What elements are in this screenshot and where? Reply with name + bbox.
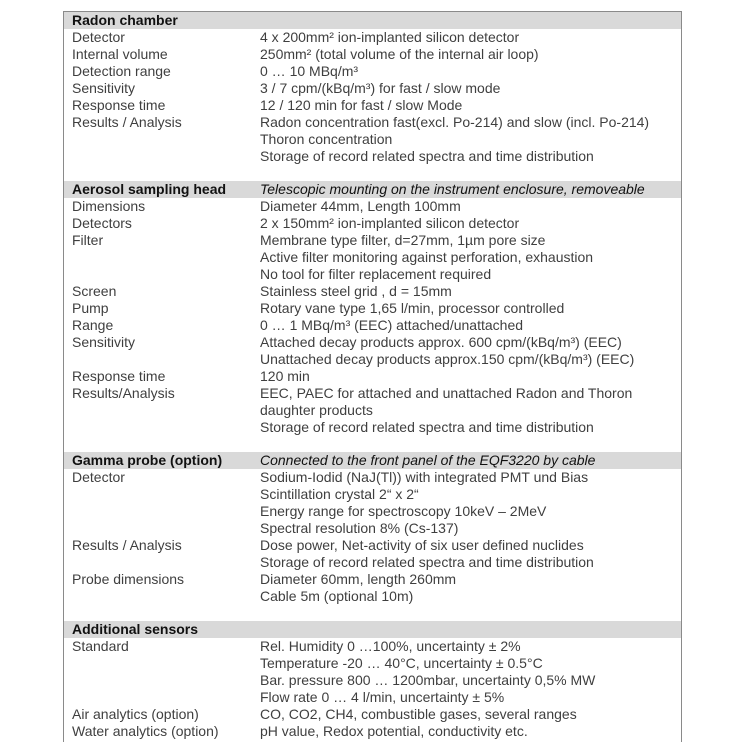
spec-values	[260, 638, 681, 706]
section-note: Connected to the front panel of the EQF3220 by cable	[260, 452, 596, 468]
spec-row	[64, 334, 681, 368]
spec-sections	[64, 12, 681, 740]
spec-value-line: Thoron concentration	[260, 131, 393, 147]
spec-value-line: 120 min	[260, 368, 310, 384]
spec-value-line: Radon concentration fast(excl. Po-214) and slow (incl. Po-214)	[260, 114, 650, 130]
spec-label: Filter	[72, 232, 104, 248]
spec-value-line: Storage of record related spectra and time distribution	[260, 419, 594, 435]
spec-row	[64, 537, 681, 571]
section-header	[64, 621, 681, 638]
spec-label: Results / Analysis	[72, 114, 182, 130]
spec-value-line: 4 x 200mm² ion-implanted silicon detector	[260, 29, 520, 45]
spec-row	[64, 232, 681, 283]
spec-value-line: Storage of record related spectra and time distribution	[260, 148, 594, 164]
spec-values	[260, 571, 681, 605]
spec-values	[260, 385, 681, 436]
spec-label: Screen	[72, 283, 117, 299]
spec-values	[260, 232, 681, 283]
spec-value-line: Temperature -20 … 40°C, uncertainty ± 0.5°C	[260, 655, 543, 671]
spec-row	[64, 638, 681, 706]
spec-values	[260, 80, 681, 97]
spec-values	[260, 317, 681, 334]
spec-row	[64, 368, 681, 385]
spec-label: Results/Analysis	[72, 385, 175, 401]
spec-values	[260, 198, 681, 215]
section-header	[64, 12, 681, 29]
spec-values	[260, 97, 681, 114]
spec-label: Dimensions	[72, 198, 146, 214]
spec-label: Range	[72, 317, 114, 333]
spec-section	[64, 452, 681, 621]
spec-label: Probe dimensions	[72, 571, 185, 587]
spec-values	[260, 46, 681, 63]
spec-label: Sensitivity	[72, 334, 136, 350]
spec-value-line: 2 x 150mm² ion-implanted silicon detector	[260, 215, 520, 231]
spec-row	[64, 723, 681, 740]
spec-section	[64, 181, 681, 452]
spec-value-line: 0 … 1 MBq/m³ (EEC) attached/unattached	[260, 317, 524, 333]
spec-value-line: Diameter 60mm, length 260mm	[260, 571, 457, 587]
spec-values	[260, 29, 681, 46]
spec-values	[260, 114, 681, 165]
spec-label: Detection range	[72, 63, 171, 79]
spec-label: Detectors	[72, 215, 132, 231]
section-title: Radon chamber	[72, 12, 178, 28]
spec-label: Pump	[72, 300, 109, 316]
section-title: Additional sensors	[72, 621, 199, 637]
spec-values	[260, 537, 681, 571]
spec-value-line: Attached decay products approx. 600 cpm/(kBq/m³) (EEC)	[260, 334, 622, 350]
spec-value-line: Rel. Humidity 0 …100%, uncertainty ± 2%	[260, 638, 521, 654]
spec-table	[63, 11, 682, 742]
spec-values	[260, 334, 681, 368]
section-spacer	[64, 605, 681, 621]
spec-label: Response time	[72, 368, 166, 384]
spec-values	[260, 283, 681, 300]
spec-label: Internal volume	[72, 46, 168, 62]
spec-value-line: Rotary vane type 1,65 l/min, processor controlled	[260, 300, 565, 316]
section-title: Gamma probe (option)	[72, 452, 223, 468]
section-header	[64, 181, 681, 198]
spec-values	[260, 63, 681, 80]
spec-value-line: 12 / 120 min for fast / slow Mode	[260, 97, 463, 113]
spec-row	[64, 198, 681, 215]
spec-row	[64, 215, 681, 232]
spec-row	[64, 385, 681, 436]
spec-values	[260, 300, 681, 317]
spec-row	[64, 97, 681, 114]
spec-value-line: Flow rate 0 … 4 l/min, uncertainty ± 5%	[260, 689, 505, 705]
spec-value-line: Membrane type filter, d=27mm, 1µm pore size	[260, 232, 546, 248]
spec-value-line: Dose power, Net-activity of six user defined nuclides	[260, 537, 584, 553]
spec-row	[64, 46, 681, 63]
spec-label: Standard	[72, 638, 129, 654]
section-spacer	[64, 165, 681, 181]
spec-row	[64, 80, 681, 97]
spec-row	[64, 571, 681, 605]
spec-values	[260, 469, 681, 537]
spec-value-line: 0 … 10 MBq/m³	[260, 63, 359, 79]
section-header	[64, 452, 681, 469]
spec-value-line: pH value, Redox potential, conductivity etc.	[260, 723, 528, 739]
spec-value-line: No tool for filter replacement required	[260, 266, 492, 282]
spec-label: Results / Analysis	[72, 537, 182, 553]
spec-row	[64, 63, 681, 80]
spec-row	[64, 706, 681, 723]
spec-label: Water analytics (option)	[72, 723, 219, 739]
spec-section	[64, 12, 681, 181]
spec-label: Sensitivity	[72, 80, 136, 96]
spec-value-line: Unattached decay products approx.150 cpm/(kBq/m³) (EEC)	[260, 351, 635, 367]
spec-value-line: Scintillation crystal 2“ x 2“	[260, 486, 419, 502]
spec-value-line: EEC, PAEC for attached and unattached Radon and Thoron	[260, 385, 633, 401]
section-spacer	[64, 436, 681, 452]
spec-value-line: daughter products	[260, 402, 373, 418]
spec-value-line: Active filter monitoring against perforation, exhaustion	[260, 249, 594, 265]
spec-label: Detector	[72, 29, 125, 45]
spec-row	[64, 300, 681, 317]
spec-values	[260, 368, 681, 385]
spec-values	[260, 723, 681, 740]
spec-row	[64, 469, 681, 537]
spec-row	[64, 317, 681, 334]
spec-label: Response time	[72, 97, 166, 113]
spec-value-line: Sodium-Iodid (NaJ(Tl)) with integrated PMT und Bias	[260, 469, 589, 485]
spec-label: Air analytics (option)	[72, 706, 199, 722]
spec-values	[260, 215, 681, 232]
spec-value-line: Bar. pressure 800 … 1200mbar, uncertainty 0,5% MW	[260, 672, 596, 688]
spec-label: Detector	[72, 469, 125, 485]
spec-value-line: 250mm² (total volume of the internal air loop)	[260, 46, 539, 62]
spec-value-line: 3 / 7 cpm/(kBq/m³) for fast / slow mode	[260, 80, 501, 96]
spec-value-line: CO, CO2, CH4, combustible gases, several ranges	[260, 706, 577, 722]
spec-value-line: Stainless steel grid , d = 15mm	[260, 283, 452, 299]
section-note: Telescopic mounting on the instrument enclosure, removeable	[260, 181, 645, 197]
spec-row	[64, 283, 681, 300]
spec-value-line: Spectral resolution 8% (Cs-137)	[260, 520, 459, 536]
spec-value-line: Energy range for spectroscopy 10keV – 2MeV	[260, 503, 547, 519]
spec-value-line: Cable 5m (optional 10m)	[260, 588, 414, 604]
spec-section	[64, 621, 681, 740]
section-title: Aerosol sampling head	[72, 181, 227, 197]
spec-values	[260, 706, 681, 723]
spec-row	[64, 114, 681, 165]
spec-value-line: Diameter 44mm, Length 100mm	[260, 198, 461, 214]
spec-value-line: Storage of record related spectra and time distribution	[260, 554, 594, 570]
spec-row	[64, 29, 681, 46]
